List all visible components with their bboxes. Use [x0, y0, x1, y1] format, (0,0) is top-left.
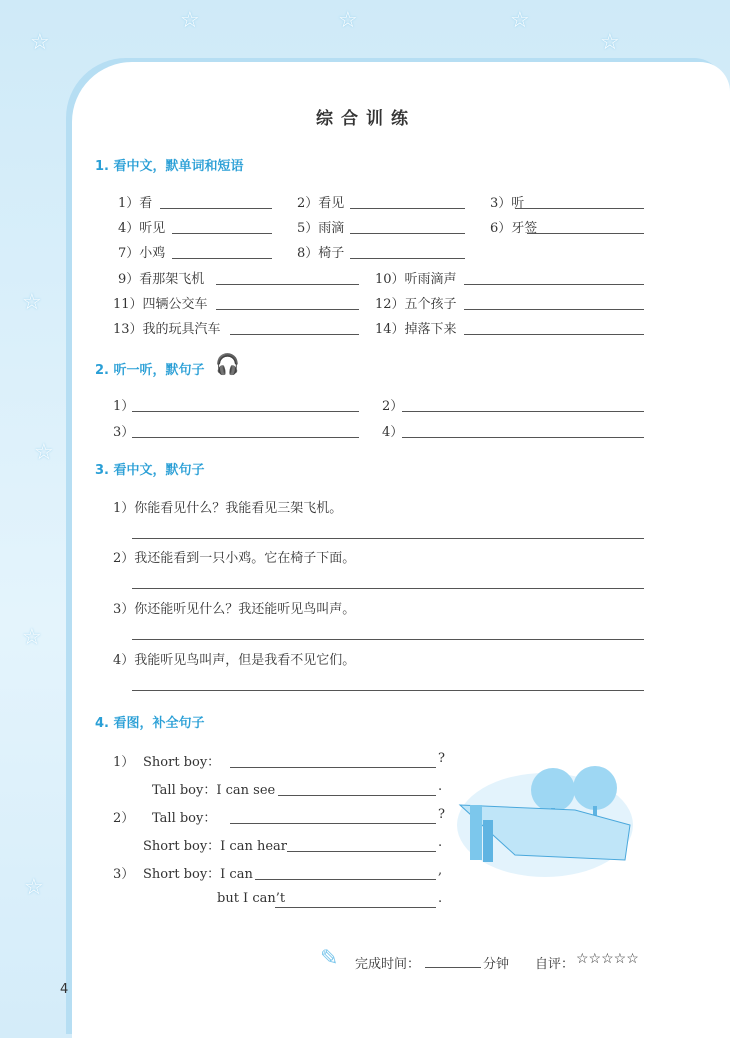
- dialogue-end-punctuation: .: [438, 891, 443, 906]
- star-decoration-icon: ☆: [30, 30, 50, 55]
- vocab-answer-line[interactable]: [350, 233, 465, 234]
- vocab-item-label: 3）听: [490, 196, 525, 211]
- dictation-number: 4）: [382, 425, 404, 440]
- sentence-answer-line[interactable]: [132, 690, 644, 691]
- vocab-answer-line[interactable]: [350, 208, 465, 209]
- vocab-answer-line[interactable]: [515, 208, 644, 209]
- dialogue-number: 2）: [113, 811, 135, 826]
- vocab-item-label: 11）四辆公交车: [113, 297, 208, 312]
- vocab-item-label: 7）小鸡: [118, 246, 166, 261]
- sentence-prompt: 2）我还能看到一只小鸡。它在椅子下面。: [113, 551, 356, 566]
- dialogue-label: Short boy：: [143, 755, 221, 770]
- dialogue-label: Short boy：I can hear: [143, 839, 288, 854]
- self-rating-stars[interactable]: ☆☆☆☆☆: [576, 951, 639, 967]
- dialogue-label: Tall boy：I can see: [152, 783, 276, 798]
- vocab-item-label: 14）掉落下来: [375, 322, 457, 337]
- dialogue-answer-line[interactable]: [230, 823, 436, 824]
- vocab-answer-line[interactable]: [216, 309, 359, 310]
- page-title: 综合训练: [316, 109, 416, 129]
- dictation-answer-line[interactable]: [402, 411, 644, 412]
- page-number: 4: [60, 982, 69, 997]
- sentence-prompt: 1）你能看见什么？我能看见三架飞机。: [113, 501, 343, 516]
- vocab-answer-line[interactable]: [464, 284, 644, 285]
- section3-heading: 3. 看中文，默句子: [95, 463, 205, 478]
- sentence-prompt: 4）我能听见鸟叫声，但是我看不见它们。: [113, 653, 356, 668]
- vocab-answer-line[interactable]: [172, 258, 272, 259]
- section1-heading: 1. 看中文，默单词和短语: [95, 159, 244, 174]
- dialogue-answer-line[interactable]: [255, 879, 436, 880]
- park-illustration: [455, 760, 635, 880]
- dialogue-end-punctuation: ?: [438, 751, 445, 766]
- self-rating-label: 自评：: [535, 957, 575, 972]
- vocab-item-label: 10）听雨滴声: [375, 272, 457, 287]
- sentence-answer-line[interactable]: [132, 588, 644, 589]
- section4-heading: 4. 看图，补全句子: [95, 716, 205, 731]
- dialogue-end-punctuation: ?: [438, 807, 445, 822]
- vocab-answer-line[interactable]: [216, 284, 359, 285]
- dictation-number: 1）: [113, 399, 135, 414]
- vocab-answer-line[interactable]: [464, 334, 644, 335]
- dictation-number: 3）: [113, 425, 135, 440]
- sentence-answer-line[interactable]: [132, 538, 644, 539]
- star-decoration-icon: ☆: [22, 290, 42, 315]
- star-decoration-icon: ☆: [34, 440, 54, 465]
- dictation-answer-line[interactable]: [402, 437, 644, 438]
- completion-time-field[interactable]: [425, 967, 481, 968]
- vocab-answer-line[interactable]: [350, 258, 465, 259]
- star-decoration-icon: ☆: [22, 625, 42, 650]
- vocab-answer-line[interactable]: [230, 334, 359, 335]
- star-decoration-icon: ☆: [338, 8, 358, 33]
- section2-heading: 2. 听一听，默句子: [95, 363, 205, 378]
- vocab-item-label: 9）看那架飞机: [118, 272, 205, 287]
- sentence-prompt: 3）你还能听见什么？我还能听见鸟叫声。: [113, 602, 356, 617]
- vocab-item-label: 6）牙签: [490, 221, 538, 236]
- vocab-item-label: 12）五个孩子: [375, 297, 457, 312]
- vocab-item-label: 1）看: [118, 196, 153, 211]
- vocab-item-label: 4）听见: [118, 221, 166, 236]
- dialogue-answer-line[interactable]: [275, 907, 436, 908]
- vocab-answer-line[interactable]: [172, 233, 272, 234]
- star-decoration-icon: ☆: [600, 30, 620, 55]
- dialogue-answer-line[interactable]: [230, 767, 436, 768]
- dialogue-label: Tall boy：: [152, 811, 217, 826]
- dialogue-number: 1）: [113, 755, 135, 770]
- dictation-answer-line[interactable]: [132, 411, 359, 412]
- star-decoration-icon: ☆: [180, 8, 200, 33]
- vocab-answer-line[interactable]: [464, 309, 644, 310]
- vocab-answer-line[interactable]: [160, 208, 272, 209]
- dialogue-end-punctuation: .: [438, 779, 443, 794]
- dialogue-label: but I can’t: [217, 891, 286, 906]
- vocab-item-label: 5）雨滴: [297, 221, 345, 236]
- dialogue-answer-line[interactable]: [287, 851, 436, 852]
- dialogue-label: Short boy：I can: [143, 867, 253, 882]
- dialogue-end-punctuation: ,: [438, 863, 443, 878]
- star-decoration-icon: ☆: [510, 8, 530, 33]
- dialogue-answer-line[interactable]: [278, 795, 436, 796]
- dialogue-end-punctuation: .: [438, 835, 443, 850]
- headphones-icon: 🎧: [215, 352, 240, 376]
- vocab-answer-line[interactable]: [527, 233, 644, 234]
- dictation-answer-line[interactable]: [132, 437, 359, 438]
- vocab-item-label: 8）椅子: [297, 246, 345, 261]
- vocab-item-label: 2）看见: [297, 196, 345, 211]
- dialogue-number: 3）: [113, 867, 135, 882]
- star-decoration-icon: ☆: [24, 875, 44, 900]
- completion-time-label: 完成时间：: [355, 957, 421, 972]
- sentence-answer-line[interactable]: [132, 639, 644, 640]
- minutes-label: 分钟: [483, 957, 510, 972]
- dictation-number: 2）: [382, 399, 404, 414]
- vocab-item-label: 13）我的玩具汽车: [113, 322, 221, 337]
- pencil-icon: ✎: [320, 946, 339, 971]
